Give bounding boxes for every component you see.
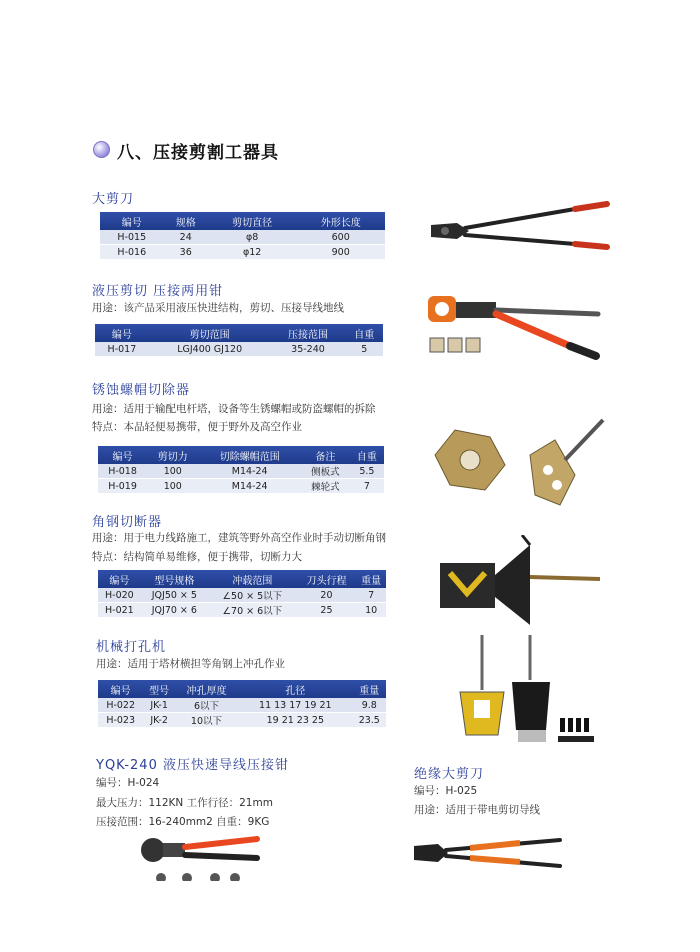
table-cell: 35-240 — [271, 342, 346, 357]
table-cell: 5.5 — [350, 464, 384, 479]
spec-table-hydraulic-cutter — [95, 324, 383, 357]
spec-table-nut-splitter — [98, 446, 384, 494]
table-cell: 900 — [296, 245, 385, 260]
table-cell: H-022 — [98, 698, 143, 713]
table-cell: H-017 — [95, 342, 149, 357]
table-cell: 20 — [297, 588, 357, 603]
nut-splitter-icon — [425, 415, 610, 510]
column-header: 刀头行程 — [297, 570, 357, 588]
table-cell: M14-24 — [198, 464, 301, 479]
hydraulic-cutter-icon — [420, 288, 605, 368]
spec-table-bolt-cutter — [100, 212, 385, 260]
table-cell: 10以下 — [175, 713, 238, 728]
angle-cutter-icon — [430, 535, 605, 630]
usage-nut-splitter: 用途：适用于输配电杆塔，设备等生锈螺帽或防盗螺帽的拆除 — [92, 403, 376, 415]
table-cell: 24 — [164, 230, 208, 245]
column-header: 剪切力 — [147, 446, 198, 464]
table-cell: 6以下 — [175, 698, 238, 713]
column-header: 压接范围 — [271, 324, 346, 342]
table-cell: H-023 — [98, 713, 143, 728]
table-row — [95, 342, 383, 357]
table-cell: 25 — [297, 603, 357, 618]
table-cell: 100 — [147, 479, 198, 494]
column-header: 冲载范围 — [208, 570, 297, 588]
table-row — [98, 698, 386, 713]
table-cell: φ12 — [208, 245, 297, 260]
column-header: 重量 — [356, 570, 386, 588]
feature-angle-cutter: 特点：结构简单易维修，便于携带，切断力大 — [92, 551, 302, 563]
column-header: 型号 — [143, 680, 175, 698]
range-crimper: 压接范围：16-240mm2 自重：9KG — [96, 816, 270, 828]
table-cell: 侧板式 — [301, 464, 350, 479]
table-cell: φ8 — [208, 230, 297, 245]
section-title-angle-cutter: 角钢切断器 — [92, 515, 163, 530]
pressure-crimper: 最大压力：112KN 工作行径：21mm — [96, 797, 273, 809]
table-cell: 5 — [345, 342, 383, 357]
table-row — [98, 464, 384, 479]
table-cell: H-018 — [98, 464, 147, 479]
feature-nut-splitter: 特点：本品轻便易携带，便于野外及高空作业 — [92, 421, 302, 433]
column-header: 外形长度 — [296, 212, 385, 230]
table-row — [100, 230, 385, 245]
usage-insulated-cutter: 用途：适用于带电剪切导线 — [414, 804, 540, 816]
column-header: 编号 — [100, 212, 164, 230]
bolt-cutter-icon — [425, 195, 615, 260]
table-row — [98, 479, 384, 494]
usage-punching-machine: 用途：适用于塔材横担等角钢上冲孔作业 — [96, 658, 285, 670]
table-cell: 100 — [147, 464, 198, 479]
table-cell: ∠50 × 5以下 — [208, 588, 297, 603]
column-header: 自重 — [350, 446, 384, 464]
usage-angle-cutter: 用途：用于电力线路施工，建筑等野外高空作业时手动切断角钢 — [92, 532, 386, 544]
page-heading: 八、压接剪割工器具 — [117, 143, 279, 163]
section-title-hydraulic-cutter: 液压剪切 压接两用钳 — [92, 284, 224, 299]
heading-bullet-icon — [93, 141, 110, 158]
column-header: 编号 — [98, 446, 147, 464]
table-cell: H-019 — [98, 479, 147, 494]
column-header: 编号 — [98, 680, 143, 698]
table-cell: 9.8 — [353, 698, 386, 713]
table-cell: LGJ400 GJ120 — [149, 342, 271, 357]
column-header: 冲孔厚度 — [175, 680, 238, 698]
crimper-icon — [135, 825, 260, 895]
table-cell: H-021 — [98, 603, 141, 618]
column-header: 编号 — [95, 324, 149, 342]
table-cell: 19 21 23 25 — [238, 713, 353, 728]
table-row — [98, 713, 386, 728]
table-cell: H-020 — [98, 588, 141, 603]
table-cell: 7 — [350, 479, 384, 494]
usage-hydraulic-cutter: 用途：该产品采用液压快进结构，剪切、压接导线地线 — [92, 302, 344, 314]
section-title-crimper: YQK-240 液压快速导线压接钳 — [96, 758, 289, 773]
table-cell: 23.5 — [353, 713, 386, 728]
column-header: 规格 — [164, 212, 208, 230]
code-insulated-cutter: 编号：H-025 — [414, 785, 478, 797]
column-header: 自重 — [345, 324, 383, 342]
column-header: 重量 — [353, 680, 386, 698]
table-cell: JK-2 — [143, 713, 175, 728]
column-header: 备注 — [301, 446, 350, 464]
table-cell: 11 13 17 19 21 — [238, 698, 353, 713]
table-cell: JK-1 — [143, 698, 175, 713]
table-cell: 棘轮式 — [301, 479, 350, 494]
spec-table-punching-machine — [98, 680, 386, 728]
column-header: 剪切范围 — [149, 324, 271, 342]
insulated-cutter-icon — [410, 828, 570, 878]
column-header: 切除螺帽范围 — [198, 446, 301, 464]
table-cell: 36 — [164, 245, 208, 260]
table-cell: M14-24 — [198, 479, 301, 494]
code-crimper: 编号：H-024 — [96, 777, 160, 789]
section-title-punching-machine: 机械打孔机 — [96, 640, 167, 655]
table-cell: H-016 — [100, 245, 164, 260]
punching-machine-icon — [452, 630, 600, 748]
column-header: 孔径 — [238, 680, 353, 698]
table-cell: JQJ70 × 6 — [141, 603, 208, 618]
table-row — [100, 245, 385, 260]
column-header: 型号规格 — [141, 570, 208, 588]
table-cell: 600 — [296, 230, 385, 245]
table-cell: ∠70 × 6以下 — [208, 603, 297, 618]
table-cell: H-015 — [100, 230, 164, 245]
column-header: 编号 — [98, 570, 141, 588]
spec-table-angle-cutter — [98, 570, 386, 618]
table-cell: JQJ50 × 5 — [141, 588, 208, 603]
table-cell: 10 — [356, 603, 386, 618]
section-title-nut-splitter: 锈蚀螺帽切除器 — [92, 383, 191, 398]
table-row — [98, 603, 386, 618]
section-title-bolt-cutter: 大剪刀 — [92, 192, 135, 207]
column-header: 剪切直径 — [208, 212, 297, 230]
table-row — [98, 588, 386, 603]
table-cell: 7 — [356, 588, 386, 603]
section-title-insulated-cutter: 绝缘大剪刀 — [414, 767, 485, 782]
